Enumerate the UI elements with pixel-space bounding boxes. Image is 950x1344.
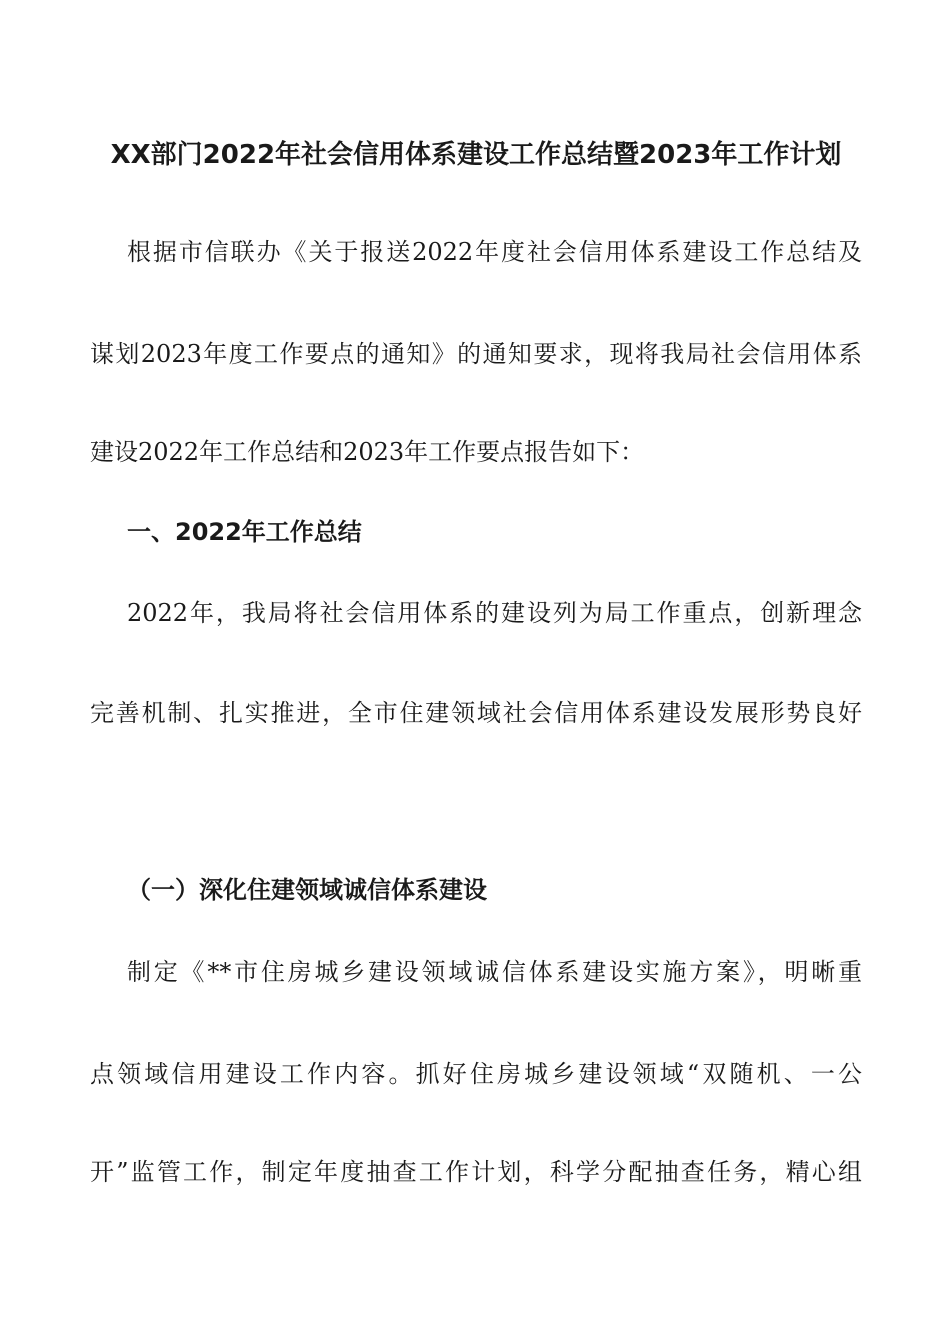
section1-line-2: 完善机制、扎实推进，全市住建领域社会信用体系建设发展形势良好: [90, 699, 862, 727]
subsection1-line-1: 制定《**市住房城乡建设领域诚信体系建设实施方案》，明晰重: [127, 958, 862, 986]
section1-line-1: 2022年，我局将社会信用体系的建设列为局工作重点，创新理念: [127, 599, 862, 627]
section-heading-1: 一、2022年工作总结: [127, 518, 362, 546]
intro-line-3: 建设2022年工作总结和2023年工作要点报告如下：: [90, 438, 645, 466]
document-title: XX部门2022年社会信用体系建设工作总结暨2023年工作计划: [110, 140, 842, 170]
subsection1-line-2: 点领域信用建设工作内容。抓好住房城乡建设领域“双随机、一公: [90, 1060, 862, 1088]
subsection-heading-1: （一）深化住建领域诚信体系建设: [127, 876, 487, 904]
intro-line-2: 谋划2023年度工作要点的通知》的通知要求，现将我局社会信用体系: [90, 340, 862, 368]
intro-line-1: 根据市信联办《关于报送2022年度社会信用体系建设工作总结及: [127, 238, 862, 266]
subsection1-line-3: 开”监管工作，制定年度抽查工作计划，科学分配抽查任务，精心组: [90, 1158, 862, 1186]
